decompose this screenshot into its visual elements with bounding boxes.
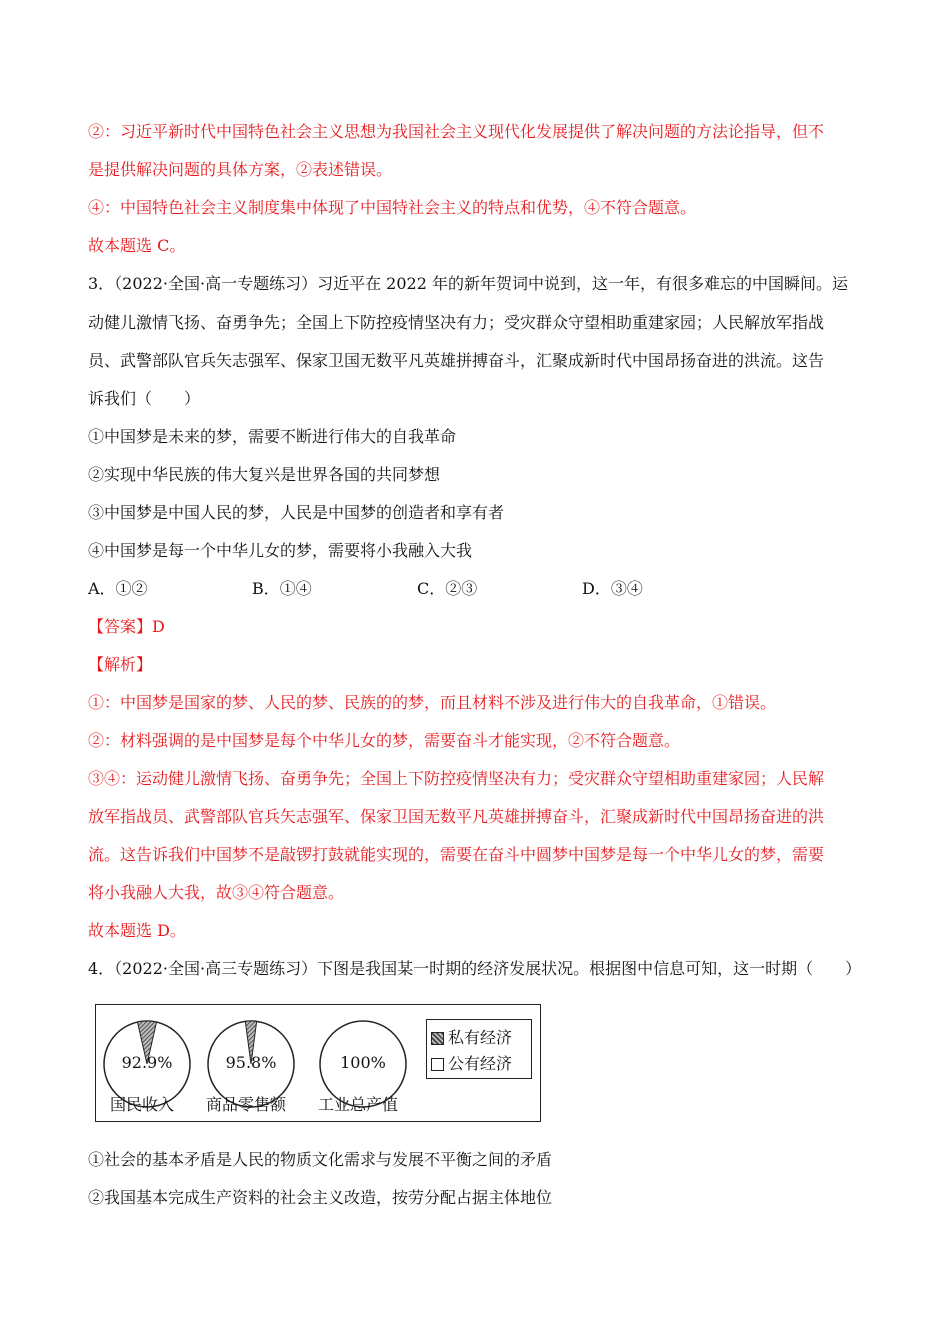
option-D: D．③④ bbox=[582, 579, 643, 598]
text-line-l10: ②实现中华民族的伟大复兴是世界各国的共同梦想 bbox=[88, 465, 441, 484]
text-line-l5: 3．（2022·全国·高一专题练习）习近平在 2022 年的新年贺词中说到，这一年，有很多难忘的中国瞬间。运 bbox=[88, 274, 848, 293]
pie-value-label-2: 95.8% bbox=[225, 1053, 277, 1072]
text-line-l14: 【解析】 bbox=[88, 655, 153, 674]
option-B: B．①④ bbox=[252, 579, 312, 598]
pie-value-label-1: 92.9% bbox=[121, 1053, 173, 1072]
text-line-l22: 4．（2022·全国·高三专题练习）下图是我国某一时期的经济发展状况。根据图中信息可知，这一时期（ ） bbox=[88, 959, 862, 978]
legend-item-public: 公有经济 bbox=[431, 1054, 512, 1074]
text-line-l1: ②：习近平新时代中国特色社会主义思想为我国社会主义现代化发展提供了解决问题的方法论指导，但不 bbox=[88, 122, 825, 141]
text-line-l17: ③④：运动健儿激情飞扬、奋勇争先；全国上下防控疫情坚决有力；受灾群众守望相助重建家园；人民解 bbox=[88, 769, 825, 788]
text-line-l6: 动健儿激情飞扬、奋勇争先；全国上下防控疫情坚决有力；受灾群众守望相助重建家园；人民解放军指战 bbox=[88, 313, 825, 332]
text-line-l15: ①：中国梦是国家的梦、人民的梦、民族的的梦，而且材料不涉及进行伟大的自我革命，①错误。 bbox=[88, 693, 777, 712]
text-line-l19: 流。这告诉我们中国梦不是敲锣打鼓就能实现的，需要在奋斗中圆梦中国梦是每一个中华儿女的梦，需要 bbox=[88, 845, 825, 864]
text-line-l23: ①社会的基本矛盾是人民的物质文化需求与发展不平衡之间的矛盾 bbox=[88, 1150, 553, 1169]
text-line-l8: 诉我们（ ） bbox=[88, 389, 201, 408]
text-line-l21: 故本题选 D。 bbox=[88, 921, 186, 940]
option-A: A．①② bbox=[88, 579, 148, 598]
text-line-l2: 是提供解决问题的具体方案，②表述错误。 bbox=[88, 160, 393, 179]
pie-caption-1: 国民收入 bbox=[110, 1095, 175, 1114]
text-line-l3: ④：中国特色社会主义制度集中体现了中国特社会主义的特点和优势，④不符合题意。 bbox=[88, 198, 697, 217]
blank-swatch-icon bbox=[431, 1058, 444, 1071]
text-line-l11: ③中国梦是中国人民的梦，人民是中国梦的创造者和享有者 bbox=[88, 503, 505, 522]
text-line-l20: 将小我融人大我，故③④符合题意。 bbox=[88, 883, 345, 902]
text-line-l9: ①中国梦是未来的梦，需要不断进行伟大的自我革命 bbox=[88, 427, 457, 446]
pie-caption-3: 工业总产值 bbox=[318, 1095, 399, 1114]
option-C: C．②③ bbox=[417, 579, 478, 598]
text-line-l18: 放军指战员、武警部队官兵矢志强军、保家卫国无数平凡英雄拼搏奋斗，汇聚成新时代中国昂扬奋进的洪 bbox=[88, 807, 825, 826]
text-line-l4: 故本题选 C。 bbox=[88, 236, 186, 255]
pie-caption-2: 商品零售额 bbox=[206, 1095, 287, 1114]
text-line-l16: ②：材料强调的是中国梦是每个中华儿女的梦，需要奋斗才能实现，②不符合题意。 bbox=[88, 731, 681, 750]
text-line-l24: ②我国基本完成生产资料的社会主义改造，按劳分配占据主体地位 bbox=[88, 1188, 553, 1207]
pie-value-label-3: 100% bbox=[340, 1053, 386, 1072]
chart-legend bbox=[426, 1019, 532, 1079]
legend-item-private: 私有经济 bbox=[431, 1028, 512, 1048]
text-line-l13: 【答案】D bbox=[88, 617, 165, 636]
text-line-l7: 员、武警部队官兵矢志强军、保家卫国无数平凡英雄拼搏奋斗，汇聚成新时代中国昂扬奋进的洪流。这告 bbox=[88, 351, 825, 370]
text-line-l12: ④中国梦是每一个中华儿女的梦，需要将小我融入大我 bbox=[88, 541, 473, 560]
economy-pie-figure bbox=[95, 1004, 541, 1122]
hatched-swatch-icon bbox=[431, 1032, 444, 1045]
